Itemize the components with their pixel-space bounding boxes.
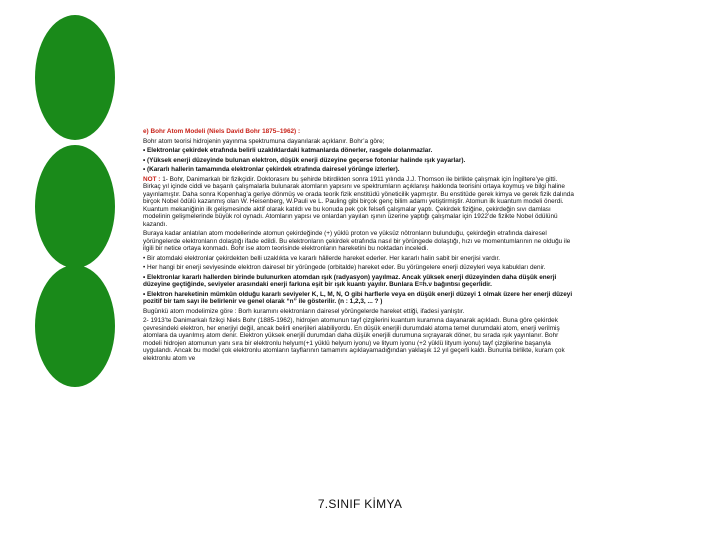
green-oval-bottom [35, 265, 115, 387]
postulate-3: • (Kararlı hallerin tamamında elektronlar çekirdek etrafında dairesel yörünge izlerler). [143, 166, 400, 173]
document-text-block [143, 128, 575, 443]
paragraph-2: Buraya kadar anlatılan atom modellerinde atomun çekirdeğinde (+) yüklü proton ve yüksüz nötronların bulunduğu, çekirdeğin etrafında dairesel yörüngelerde elektronların dolaştığı ifade edildi. Bu elektronların çekirdek etrafında nasıl bir yörüngede dolaştığı, hızı ve momentumlarının ne olduğu ile ilgili bir netice ortaya konmadı. Bohr ise atom teorisinde elektronların hareketini bu noktadan inceledi. [143, 230, 571, 252]
note-label: NOT : [143, 175, 161, 183]
bullet-4: • Elektron hareketinin mümkün olduğu kararlı seviyeler K, L, M, N, O gibi harflerle veya en düşük enerji düzeyi 1 olmak üzere her enerji düzeyi pozitif bir tam sayı ile belirlenir ve genel olarak “n” ile gösterilir. (n : 1,2,3, ... ? ) [143, 290, 573, 305]
postulate-2: • (Yüksek enerji düzeyinde bulunan elektron, düşük enerji düzeyine geçerse fotonlar halinde ışık yayarlar). [143, 156, 466, 164]
bullet-1: • Bir atomdaki elektronlar çekirdekten belli uzaklıkta ve kararlı hâllerde hareket ederler. Her kararlı halin sabit bir enerjisi vardır. [143, 254, 501, 262]
bullet-3: • Elektronlar kararlı hallerden birinde bulunurken atomdan ışık (radyasyon) yayılmaz. Ancak yüksek enerji düzeyinden daha düşük enerji düzeyine geçtiğinde, seviyeler arasındaki enerji farkına eşit bir ışık kuantı yayılır. Bunlara E=h.ν bağıntısı geçerlidir. [143, 273, 557, 288]
bullet-2: • Her hangi bir enerji seviyesinde elektron dairesel bir yörüngede (orbitalde) hareket eder. Bu yörüngelere enerji düzeyleri veya kabukları denir. [143, 264, 546, 271]
note-paragraph [143, 176, 575, 229]
postulate-1: • Elektronlar çekirdek etrafında belirli uzaklıklardaki katmanlarda dönerler, rasgele dolanmazlar. [143, 147, 433, 154]
section-heading: e) Bohr Atom Modeli (Niels David Bohr 1875–1962) : [143, 128, 301, 135]
paragraph-3: Bugünkü atom modelimize göre : Borh kuramını elektronların dairesel yörüngelerde hareket ettiği, ifadesi yanlıştır. [143, 307, 465, 315]
green-oval-top [35, 15, 115, 140]
footer-label: 7.SINIF KİMYA [317, 497, 403, 511]
green-oval-middle [35, 145, 115, 268]
paragraph-4: 2- 1913’te Danimarkalı fizikçi Niels Bohr (1885-1962), hidrojen atomunun tayf çizgilerini kuantum kuramına dayanarak açıkladı. Buna göre çekirdek çevresindeki elektron, her enerjiyi değil, ancak belirli enerjileri alabiliyordu. En düşük enerjili durumdaki atoma temel durumdaki atom, enerji verilmiş atomlara da uyarılmış atom denir. Elektron yüksek enerjili durumdan daha düşük enerjili durumuna sıçrayarak döner, bu sırada ışık yayınlanır. Bohr modeli hidrojen atomunun yanı sıra bir elektronlu helyum(+1 yüklü helyum iyonu) ve lityum iyonu (+2 yüklü lityum iyonu) tayf çizgilerine başarıyla uygulandı. Ancak bu model çok elektronlu atomların tayflarının tamamını açıklayamadığından yaklaşık 12 yıl geçerli kaldı. Bununla birlikte, kuram çok elektronlu atom ve [143, 317, 565, 362]
intro-paragraph: Bohr atom teorisi hidrojenin yayınma spektrumuna dayanılarak açıklanır. Bohr’a göre; [143, 137, 385, 145]
decorative-ovals [0, 0, 150, 540]
note-text: 1- Bohr, Danimarkalı bir fizikçidir. Doktorasını bu şehirde bitirdikten sonra 1911 yılında J.J. Thomson ile birlikte çalışmak için İngiltere’ye gitti. Birkaç yıl içinde ciddi ve başarılı çalışmalarla bulunarak atomların yapısını ve spektrumların açıklanışı hakkında teorisini ortaya koymuş ve bilgi haline yayınlamıştır. Daha sonra Kopenhag’a geriye dönmüş ve orada teorik fizik enstitüdü yöneticilik yapmıştır. Bu enstitüde gerek kimya ve gerek fizik dalında birçok Nobel ödülü kazanmış olan W. Heisenberg, W.Pauli ve L. Pauling gibi birçok genç bilim adamı yetiştirmiştir. Atomun ilk kuantum modeli önerdi. Kuantum mekaniğinin ilk gelişmesinde aktif olarak katıldı ve bu konuda pek çok felsefi çalışmalar yaptı. Çekirdek fiziğine, çekirdeğin sıvı damlası modelinin gelişmelerinde büyük rol oynadı. Atomların yapısı ve onlardan yayılan ışının üzerine yaptığı çalışmalar için 1922’de fizikte Nobel ödülünü kazandı. [143, 175, 574, 228]
